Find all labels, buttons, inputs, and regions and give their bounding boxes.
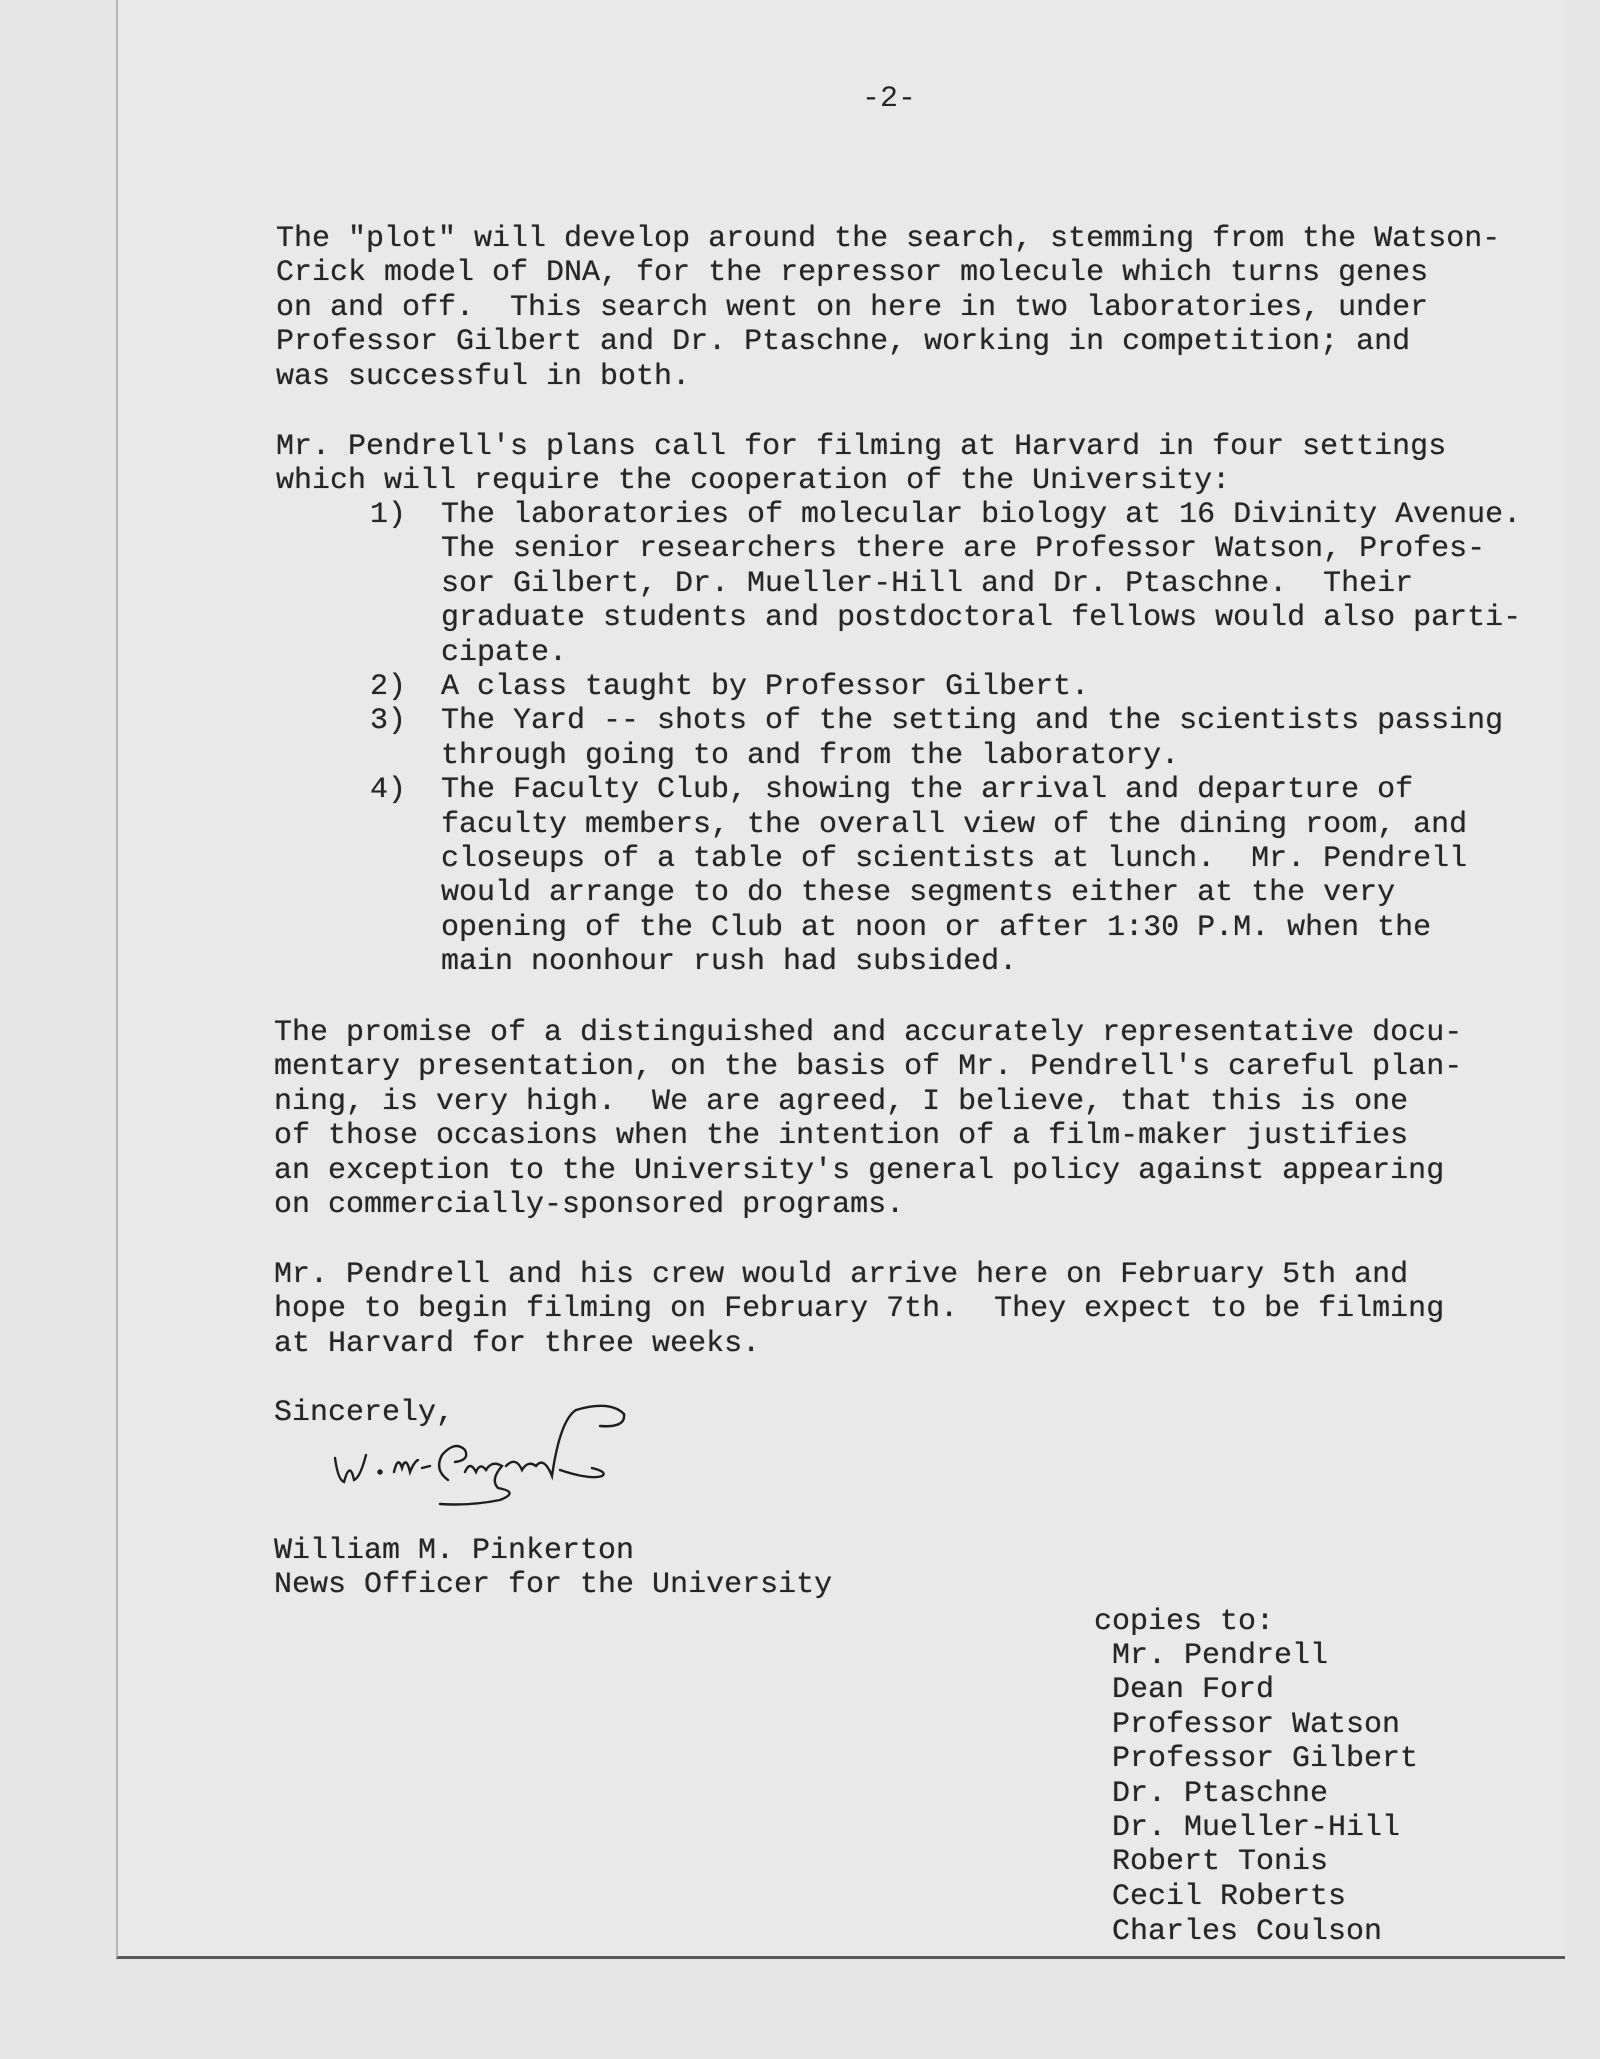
text-line: at Harvard for three weeks. (274, 1326, 761, 1361)
list-number: 4) (370, 773, 407, 808)
list-item (370, 704, 1521, 773)
text-line: through going to and from the laboratory. (441, 738, 1180, 773)
paragraph-schedule (274, 1258, 1444, 1361)
list-item (370, 773, 1521, 980)
text-line: sor Gilbert, Dr. Mueller-Hill and Dr. Ptaschne. Their (441, 566, 1414, 601)
paragraph-promise (274, 1016, 1462, 1222)
text-line: which will require the cooperation of the University: (276, 464, 1231, 499)
text-line: The Yard -- shots of the setting and the scientists passing (441, 704, 1504, 739)
text-line: ning, is very high. We are agreed, I believe, that this is one (274, 1084, 1409, 1119)
text-line: Mr. Pendrell (1112, 1639, 1329, 1673)
text-line: Mr. Pendrell's plans call for filming at Harvard in four settings (276, 430, 1447, 464)
list-item (370, 498, 1522, 670)
text-line: Dr. Ptaschne (1112, 1776, 1329, 1811)
text-line: Cecil Roberts (1112, 1879, 1347, 1914)
text-line: hope to begin filming on February 7th. They expect to be filming (274, 1292, 1445, 1327)
signer-title: News Officer for the University (274, 1568, 833, 1602)
text-line: cipate. (441, 635, 568, 670)
text-line: on commercially-sponsored programs. (274, 1187, 905, 1222)
text-line: was successful in both. (276, 359, 691, 394)
list-number: 1) (370, 498, 407, 532)
closing: Sincerely, (274, 1396, 455, 1430)
signer-name: William M. Pinkerton (274, 1534, 635, 1568)
settings-list (370, 498, 1522, 980)
list-number: 2) (370, 669, 407, 704)
text-line: Crick model of DNA, for the repressor molecule which turns genes (276, 256, 1429, 291)
text-line: The Faculty Club, showing the arrival and departure of (441, 773, 1414, 808)
text-line: Robert Tonis (1112, 1845, 1329, 1880)
text-line: Professor Watson (1112, 1707, 1401, 1742)
list-item (370, 669, 1521, 704)
text-line: of those occasions when the intention of a film-maker justifies (274, 1119, 1409, 1154)
text-line: The "plot" will develop around the search, stemming from the Watson- (276, 222, 1501, 256)
text-line: Mr. Pendrell and his crew would arrive here on February 5th and (274, 1258, 1409, 1292)
text-line: main noonhour rush had subsided. (441, 945, 1018, 980)
text-line: A class taught by Professor Gilbert. (441, 669, 1090, 704)
copies-label: copies to: (1094, 1605, 1275, 1639)
copies-list (1112, 1639, 1418, 1914)
text-line: opening of the Club at noon or after 1:30 P.M. when the (441, 910, 1432, 945)
text-line: Professor Gilbert (1112, 1742, 1419, 1777)
text-line: mentary presentation, on the basis of Mr. Pendrell's careful plan- (274, 1050, 1463, 1085)
page-number: -2- (862, 82, 917, 116)
text-line: faculty members, the overall view of the dining room, and (441, 807, 1468, 842)
copies-overtyped-name: Charles Coulson (1112, 1915, 1383, 1949)
text-line: closeups of a table of scientists at lunch. Mr. Pendrell (441, 841, 1468, 876)
text-line: The laboratories of molecular biology at 16 Divinity Avenue. (441, 498, 1522, 532)
text-line: an exception to the University's general policy against appearing (274, 1153, 1445, 1188)
list-number: 3) (370, 704, 407, 739)
signature (330, 1400, 750, 1530)
text-line: Dr. Mueller-Hill (1112, 1810, 1401, 1845)
paragraph-plot (276, 222, 1500, 394)
paragraph-plans (276, 430, 1446, 499)
text-line: graduate students and postdoctoral fellows would also parti- (441, 601, 1522, 636)
text-line: would arrange to do these segments either at the very (441, 876, 1396, 911)
text-line: The promise of a distinguished and accurately representative docu- (274, 1016, 1463, 1050)
text-line: Professor Gilbert and Dr. Ptaschne, working in competition; and (276, 325, 1411, 360)
text-line: Dean Ford (1112, 1673, 1275, 1708)
text-line: on and off. This search went on here in two laboratories, under (276, 290, 1429, 325)
text-line: The senior researchers there are Professor Watson, Profes- (441, 532, 1486, 567)
